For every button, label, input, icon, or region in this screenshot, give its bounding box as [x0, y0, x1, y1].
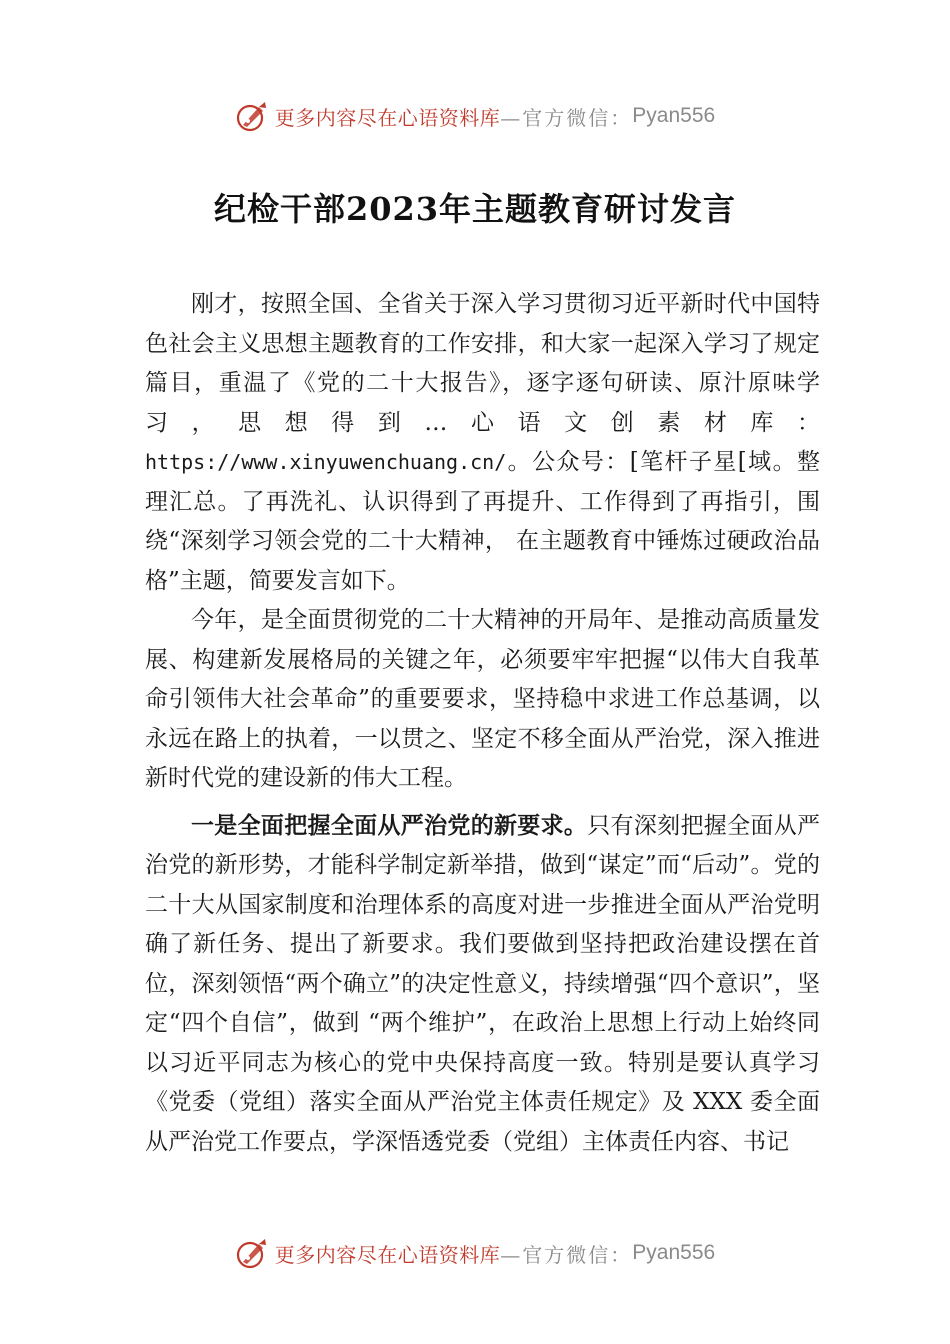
pen-nib-logo-icon: [235, 1236, 269, 1270]
paragraph-1-url: https://www.xinyuwenchuang.cn/: [145, 450, 507, 474]
header-watermark: [0, 96, 950, 136]
watermark-wechat-id: Pyan556: [632, 1241, 716, 1264]
paragraph-1: [145, 285, 820, 601]
pen-nib-logo-icon: [235, 99, 269, 133]
paragraph-1-text-b: 。公众号：[笔杆子星[域。整理汇总。了再洗礼、认识得到了再提升、工作得到了再指引，围绕“深刻学习领会党的二十大精神， 在主题教育中锤炼过硬政治品格”主题，简要发言如下。: [145, 449, 820, 594]
paragraph-1-text-a: 刚才，按照全国、全省关于深入学习贯彻习近平新时代中国特色社会主义思想主题教育的工作安排，和大家一起深入学习了规定篇目，重温了《党的二十大报告》，逐字逐句研读、原汁原味学习，思想得到…心语文创素材库：: [145, 291, 820, 436]
watermark-suffix: —官方微信：: [500, 1242, 633, 1267]
watermark-suffix: —官方微信：: [500, 105, 633, 130]
page-title: 纪检干部2023年主题教育研讨发言: [213, 190, 737, 228]
paragraph-3-body: 只有深刻把握全面从严治党的新形势，才能科学制定新举措，做到“谋定”而“后动”。党的二十大从国家制度和治理体系的高度对进一步推进全面从严治党明确了新任务、提出了新要求。我们要做到坚持把政治建设摆在首位，深刻领悟“两个确立”的决定性意义，持续增强“四个意识”，坚定“四个自信”，做到 “两个维护”，在政治上思想上行动上始终同以习近平同志为核心的党中央保持高度一致。特别是要认真学习《党委（党组）落实全面从严治党主体责任规定》及 XXX 委全面从严治党工作要点，学深悟透党委（党组）主体责任内容、书记: [145, 812, 821, 1155]
watermark-text: 更多内容尽在心语资料库: [274, 105, 501, 130]
watermark-wechat-id: Pyan556: [632, 104, 716, 127]
document-body: [145, 285, 820, 1162]
footer-watermark: [0, 1233, 950, 1273]
paragraph-3: [145, 807, 820, 1163]
watermark-text: 更多内容尽在心语资料库: [274, 1242, 501, 1267]
paragraph-3-lead: 一是全面把握全面从严治党的新要求。: [191, 812, 588, 839]
paragraph-2: 今年，是全面贯彻党的二十大精神的开局年、是推动高质量发展、构建新发展格局的关键之年，必须要牢牢把握“以伟大自我革命引领伟大社会革命”的重要要求，坚持稳中求进工作总基调，以永远在路上的执着，一以贯之、坚定不移全面从严治党，深入推进新时代党的建设新的伟大工程。: [145, 607, 820, 791]
